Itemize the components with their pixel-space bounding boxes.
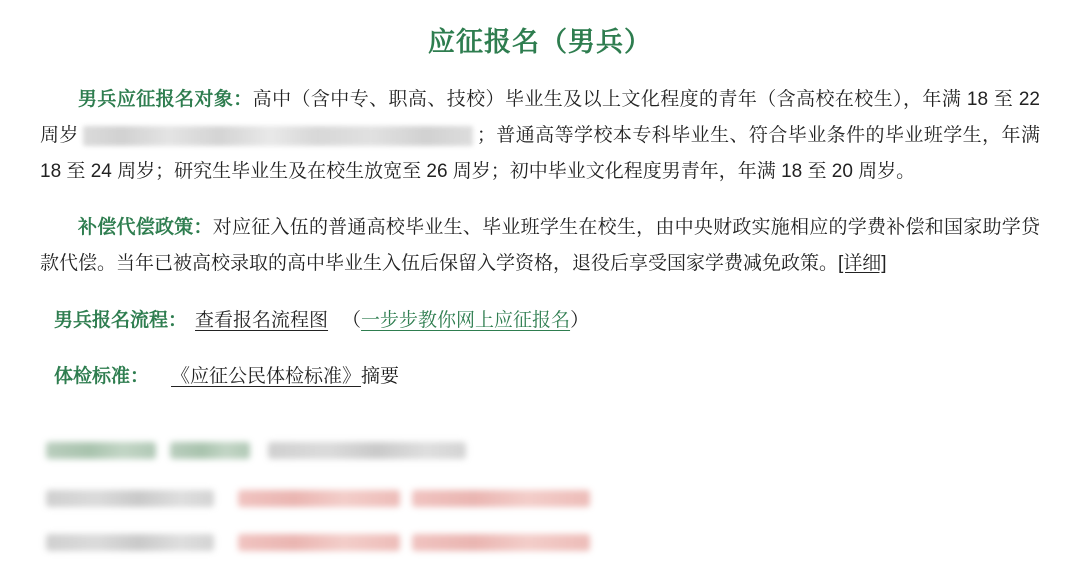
redacted-line-1 bbox=[46, 442, 156, 459]
row-registration-process bbox=[40, 304, 1040, 338]
redacted-content-area bbox=[40, 432, 640, 582]
paragraph-text-before-redaction: 高中（含中专、职高、技校）毕业生及以上文化程度的青年（含高校在校生），年满 18 至 22 周岁 bbox=[40, 89, 1040, 146]
redacted-line-2 bbox=[46, 490, 214, 507]
redacted-line-3 bbox=[46, 534, 214, 551]
row-medical-standard bbox=[40, 360, 1040, 394]
medical-standard-suffix: 摘要 bbox=[361, 366, 400, 387]
redacted-line-1b bbox=[170, 442, 250, 459]
paren-close: ） bbox=[570, 310, 590, 331]
redacted-line-2b bbox=[238, 490, 400, 507]
step-by-step-guide-link[interactable]: 一步步教你网上应征报名 bbox=[361, 310, 571, 331]
paragraph-compensation-policy bbox=[40, 210, 1040, 282]
paren-open: （ bbox=[342, 310, 362, 331]
medical-standard-link[interactable]: 《应征公民体检标准》 bbox=[171, 366, 362, 387]
label-medical-standard: 体检标准： bbox=[54, 366, 150, 387]
redacted-line-3c bbox=[412, 534, 590, 551]
label-registration-process: 男兵报名流程： bbox=[54, 310, 188, 331]
details-link[interactable]: [详细] bbox=[838, 253, 887, 274]
view-process-diagram-link[interactable]: 查看报名流程图 bbox=[195, 310, 329, 331]
paragraph-label-recruitment-targets: 男兵应征报名对象： bbox=[78, 89, 253, 110]
paragraph-recruitment-targets bbox=[40, 82, 1040, 190]
document-page bbox=[0, 22, 1080, 587]
paragraph-text-after-redaction: ；普通高等学校本专科毕业生、符合毕业条件的毕业班学生，年满 18 至 24 周岁；研究生毕业生及在校生放宽至 26 周岁；初中毕业文化程度男青年，年满 18 至 20 周岁。 bbox=[40, 125, 1040, 182]
paragraph-label-compensation-policy: 补偿代偿政策： bbox=[78, 217, 213, 238]
page-title: 应征报名（男兵） bbox=[428, 27, 652, 57]
redacted-line-1c bbox=[268, 442, 466, 459]
redacted-line-2c bbox=[412, 490, 590, 507]
paragraph-text-compensation-policy: 对应征入伍的普通高校毕业生、毕业班学生在校生，由中央财政实施相应的学费补偿和国家助学贷款代偿。当年已被高校录取的高中毕业生入伍后保留入学资格，退役后享受国家学费减免政策。 bbox=[40, 217, 1040, 274]
redacted-line-3b bbox=[238, 534, 400, 551]
redacted-text-span bbox=[83, 126, 473, 146]
